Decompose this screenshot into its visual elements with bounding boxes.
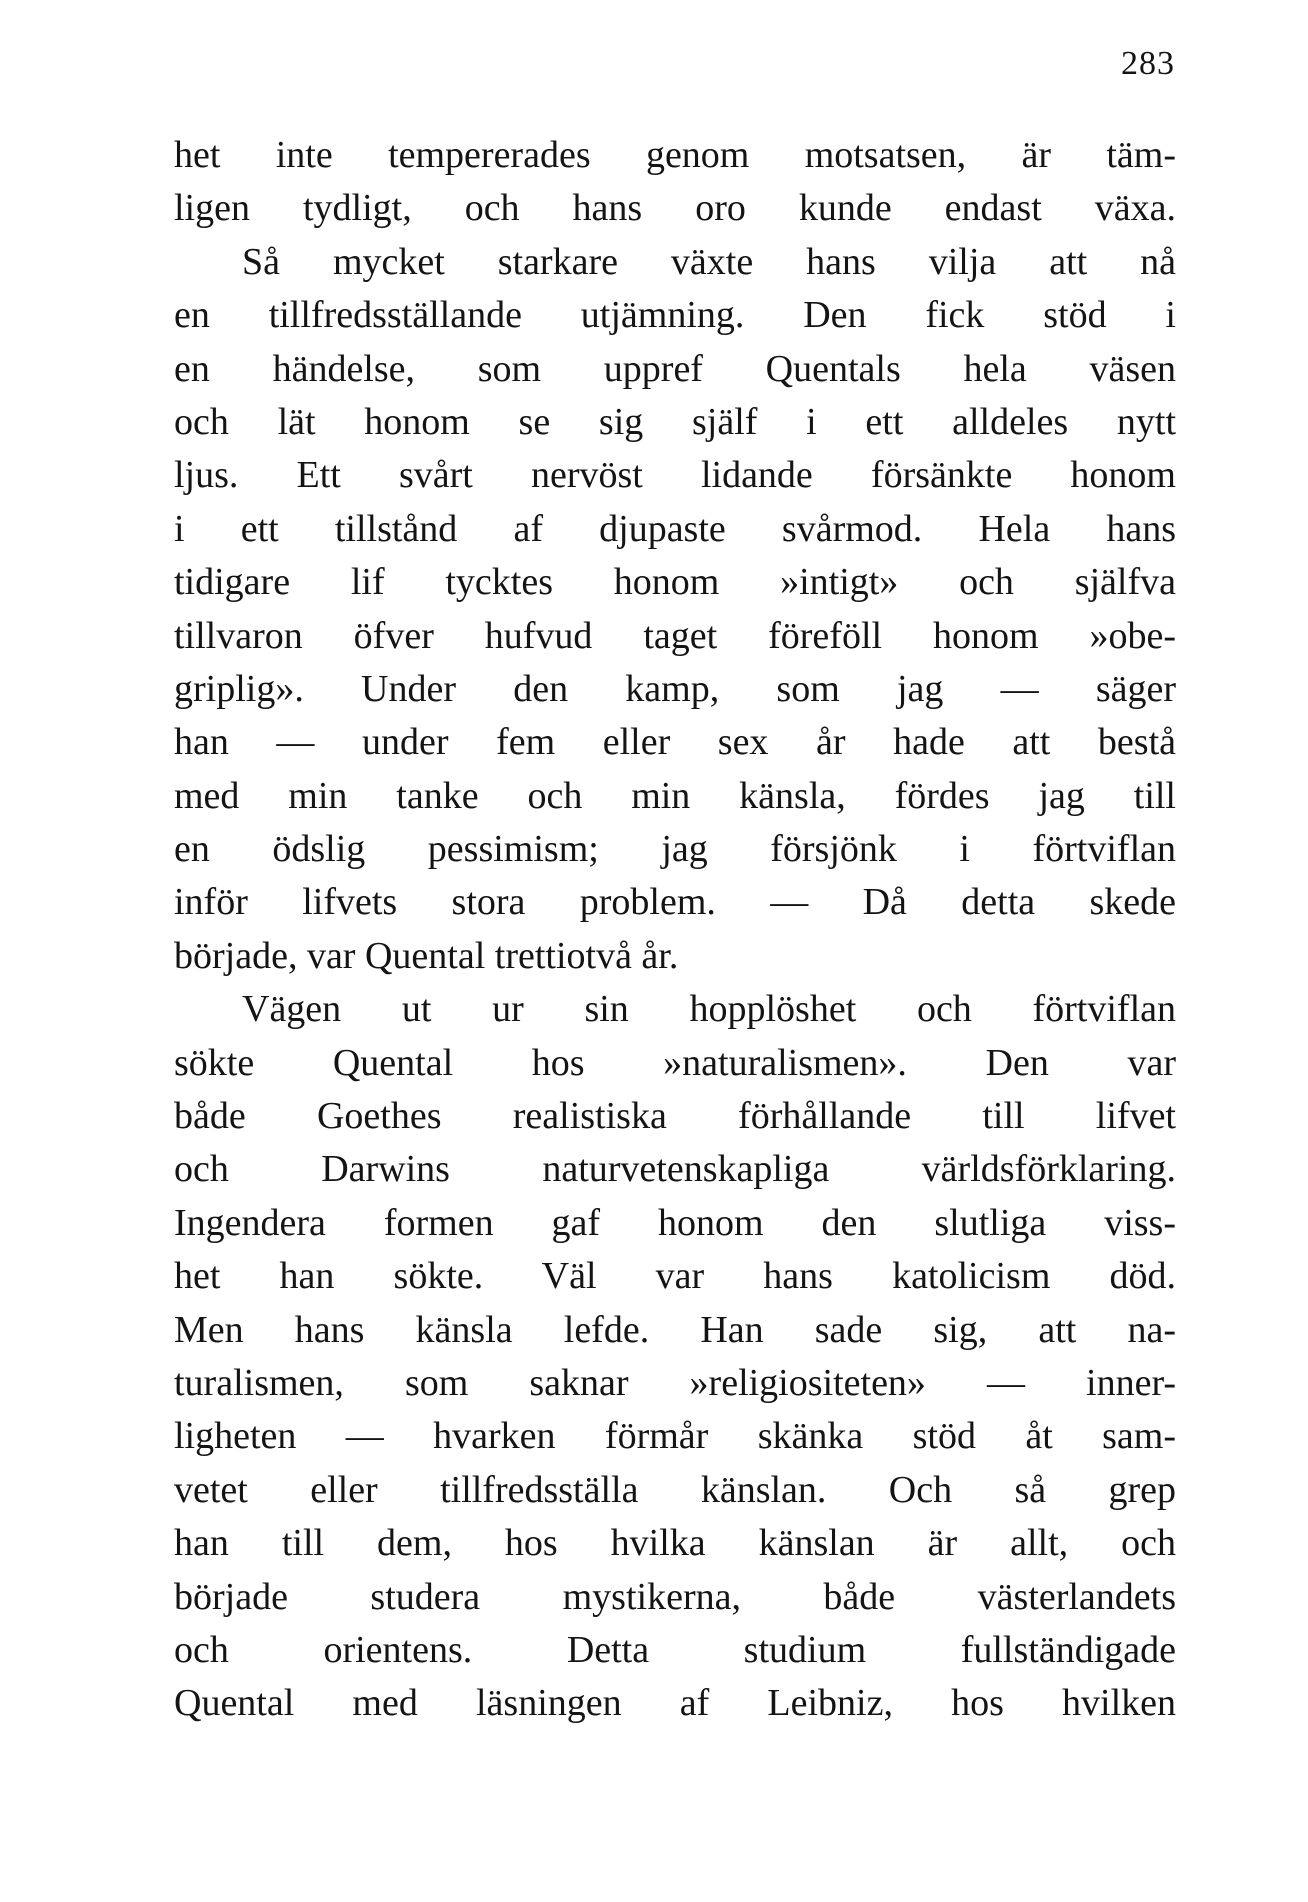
text-line: ljus. Ett svårt nervöst lidande försänkte honom [174, 454, 1176, 497]
text-line: vetet eller tillfredsställa känslan. Och så grep [174, 1468, 1176, 1511]
text-line: han — under fem eller sex år hade att bestå [174, 721, 1176, 764]
text-line: han till dem, hos hvilka känslan är allt, och [174, 1522, 1176, 1565]
text-line: en ödslig pessimism; jag försjönk i förtviflan [174, 828, 1176, 871]
body-text [174, 129, 1176, 1731]
text-line: ligen tydligt, och hans oro kunde endast växa. [174, 187, 1176, 230]
text-line: med min tanke och min känsla, fördes jag till [174, 774, 1176, 817]
page-number: 283 [1121, 45, 1175, 82]
text-line: het han sökte. Väl var hans katolicism död. [174, 1255, 1176, 1298]
text-line: i ett tillstånd af djupaste svårmod. Hela hans [174, 507, 1176, 550]
text-line: Men hans känsla lefde. Han sade sig, att na- [174, 1308, 1176, 1351]
text-line: började studera mystikerna, både västerlandets [174, 1575, 1176, 1618]
text-line: sökte Quental hos »naturalismen». Den var [174, 1041, 1176, 1084]
text-line: en händelse, som uppref Quentals hela väsen [174, 347, 1176, 390]
text-line: och orientens. Detta studium fullständigade [174, 1628, 1176, 1671]
text-line: både Goethes realistiska förhållande till lifvet [174, 1095, 1176, 1138]
text-line: Så mycket starkare växte hans vilja att nå [242, 240, 1176, 283]
text-line: turalismen, som saknar »religiositeten» — inner- [174, 1361, 1176, 1404]
text-line: Vägen ut ur sin hopplöshet och förtviflan [242, 988, 1176, 1031]
text-line: tillvaron öfver hufvud taget föreföll honom »obe- [174, 614, 1176, 657]
text-line: griplig». Under den kamp, som jag — säger [174, 667, 1176, 710]
text-line: ligheten — hvarken förmår skänka stöd åt sam- [174, 1415, 1176, 1458]
text-line: inför lifvets stora problem. — Då detta skede [174, 881, 1176, 924]
text-line: började, var Quental trettiotvå år. [174, 934, 679, 977]
text-line: het inte tempererades genom motsatsen, är täm- [174, 134, 1176, 176]
text-line: en tillfredsställande utjämning. Den fick stöd i [174, 294, 1176, 337]
text-line: och Darwins naturvetenskapliga världsförklaring. [174, 1148, 1176, 1191]
text-line: tidigare lif tycktes honom »intigt» och själfva [174, 561, 1176, 604]
text-line: Quental med läsningen af Leibniz, hos hvilken [174, 1682, 1176, 1725]
text-line: Ingendera formen gaf honom den slutliga viss- [174, 1201, 1176, 1244]
text-line: och lät honom se sig själf i ett alldeles nytt [174, 400, 1176, 443]
